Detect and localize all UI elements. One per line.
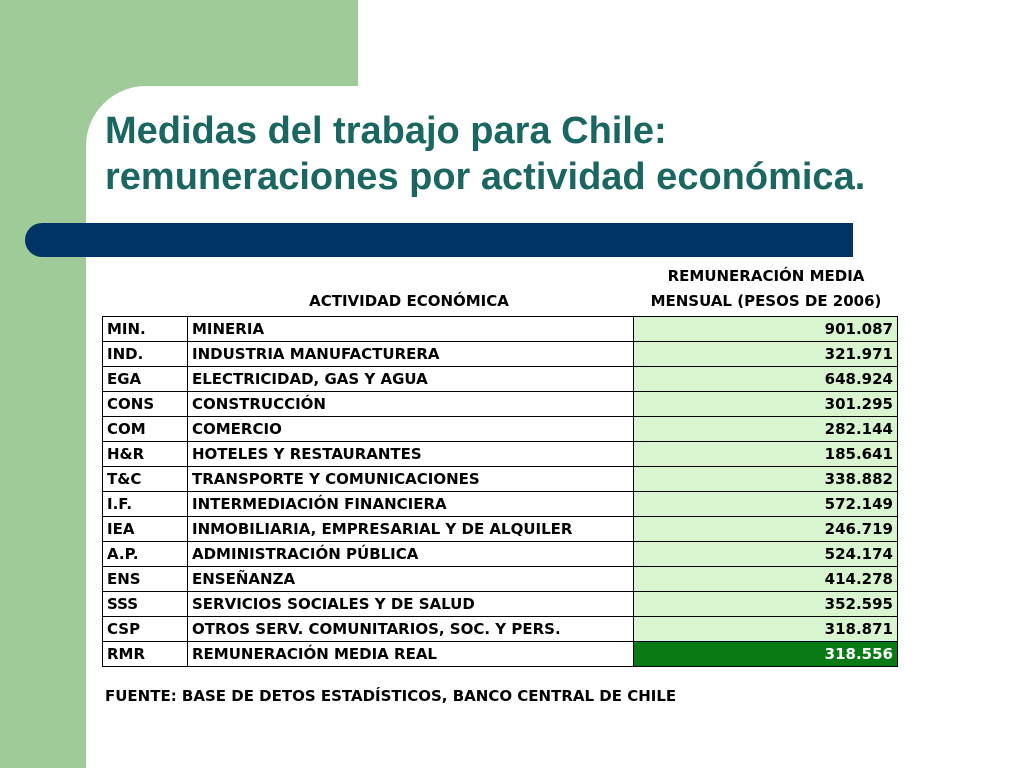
activity-code-cell: IND. <box>103 342 188 367</box>
remuneration-value-cell: 246.719 <box>634 517 898 542</box>
remuneration-table <box>102 316 898 667</box>
activity-code-cell: I.F. <box>103 492 188 517</box>
remuneration-value-cell: 901.087 <box>634 317 898 342</box>
table-row <box>103 542 898 567</box>
activity-name-cell: ADMINISTRACIÓN PÚBLICA <box>188 542 634 567</box>
table-row <box>103 567 898 592</box>
activity-code-cell: CSP <box>103 617 188 642</box>
activity-name-cell: ELECTRICIDAD, GAS Y AGUA <box>188 367 634 392</box>
table-row <box>103 617 898 642</box>
activity-name-cell: HOTELES Y RESTAURANTES <box>188 442 634 467</box>
remuneration-value-cell: 318.871 <box>634 617 898 642</box>
activity-code-cell: MIN. <box>103 317 188 342</box>
remuneration-value-cell: 321.971 <box>634 342 898 367</box>
remuneration-value-cell: 352.595 <box>634 592 898 617</box>
remuneration-value-cell: 524.174 <box>634 542 898 567</box>
remuneration-value-cell: 301.295 <box>634 392 898 417</box>
slide-title-line-2: remuneraciones por actividad económica. <box>105 156 866 198</box>
table-row <box>103 592 898 617</box>
remuneration-value-cell: 414.278 <box>634 567 898 592</box>
table-row <box>103 442 898 467</box>
activity-code-cell: COM <box>103 417 188 442</box>
slide-title <box>105 108 985 200</box>
activity-name-cell: CONSTRUCCIÓN <box>188 392 634 417</box>
activity-name-cell: INDUSTRIA MANUFACTURERA <box>188 342 634 367</box>
activity-name-cell: TRANSPORTE Y COMUNICACIONES <box>188 467 634 492</box>
remuneration-table-body <box>103 317 898 667</box>
table-row <box>103 467 898 492</box>
remuneration-value-cell: 338.882 <box>634 467 898 492</box>
activity-name-cell: COMERCIO <box>188 417 634 442</box>
remuneration-value-cell: 282.144 <box>634 417 898 442</box>
activity-code-cell: H&R <box>103 442 188 467</box>
activity-name-cell: INMOBILIARIA, EMPRESARIAL Y DE ALQUILER <box>188 517 634 542</box>
activity-code-cell: CONS <box>103 392 188 417</box>
remuneration-value-cell: 648.924 <box>634 367 898 392</box>
top-decorative-band <box>86 0 358 86</box>
activity-code-cell: T&C <box>103 467 188 492</box>
table-row <box>103 517 898 542</box>
table-row <box>103 417 898 442</box>
activity-name-cell: MINERIA <box>188 317 634 342</box>
header-remuneration-line-1: REMUNERACIÓN MEDIA <box>667 267 865 285</box>
table-row <box>103 392 898 417</box>
activity-code-cell: ENS <box>103 567 188 592</box>
source-note: FUENTE: BASE DE DETOS ESTADÍSTICOS, BANCO CENTRAL DE CHILE <box>105 687 677 705</box>
activity-name-cell: SERVICIOS SOCIALES Y DE SALUD <box>188 592 634 617</box>
header-remuneration <box>632 264 900 314</box>
header-activity: ACTIVIDAD ECONÓMICA <box>309 292 509 310</box>
remuneration-value-cell: 572.149 <box>634 492 898 517</box>
table-row <box>103 492 898 517</box>
header-remuneration-line-2: MENSUAL (PESOS DE 2006) <box>650 292 882 310</box>
remuneration-value-cell: 185.641 <box>634 442 898 467</box>
activity-code-cell: IEA <box>103 517 188 542</box>
activity-name-cell: OTROS SERV. COMUNITARIOS, SOC. Y PERS. <box>188 617 634 642</box>
activity-code-cell: EGA <box>103 367 188 392</box>
activity-name-cell: REMUNERACIÓN MEDIA REAL <box>188 642 634 667</box>
remuneration-value-cell: 318.556 <box>634 642 898 667</box>
table-row <box>103 342 898 367</box>
activity-code-cell: RMR <box>103 642 188 667</box>
title-underline-bar <box>25 223 853 257</box>
table-row <box>103 317 898 342</box>
table-row <box>103 367 898 392</box>
slide-title-line-1: Medidas del trabajo para Chile: <box>105 110 667 152</box>
activity-code-cell: SSS <box>103 592 188 617</box>
activity-code-cell: A.P. <box>103 542 188 567</box>
left-decorative-band <box>0 0 86 768</box>
activity-name-cell: ENSEÑANZA <box>188 567 634 592</box>
activity-name-cell: INTERMEDIACIÓN FINANCIERA <box>188 492 634 517</box>
table-row <box>103 642 898 667</box>
